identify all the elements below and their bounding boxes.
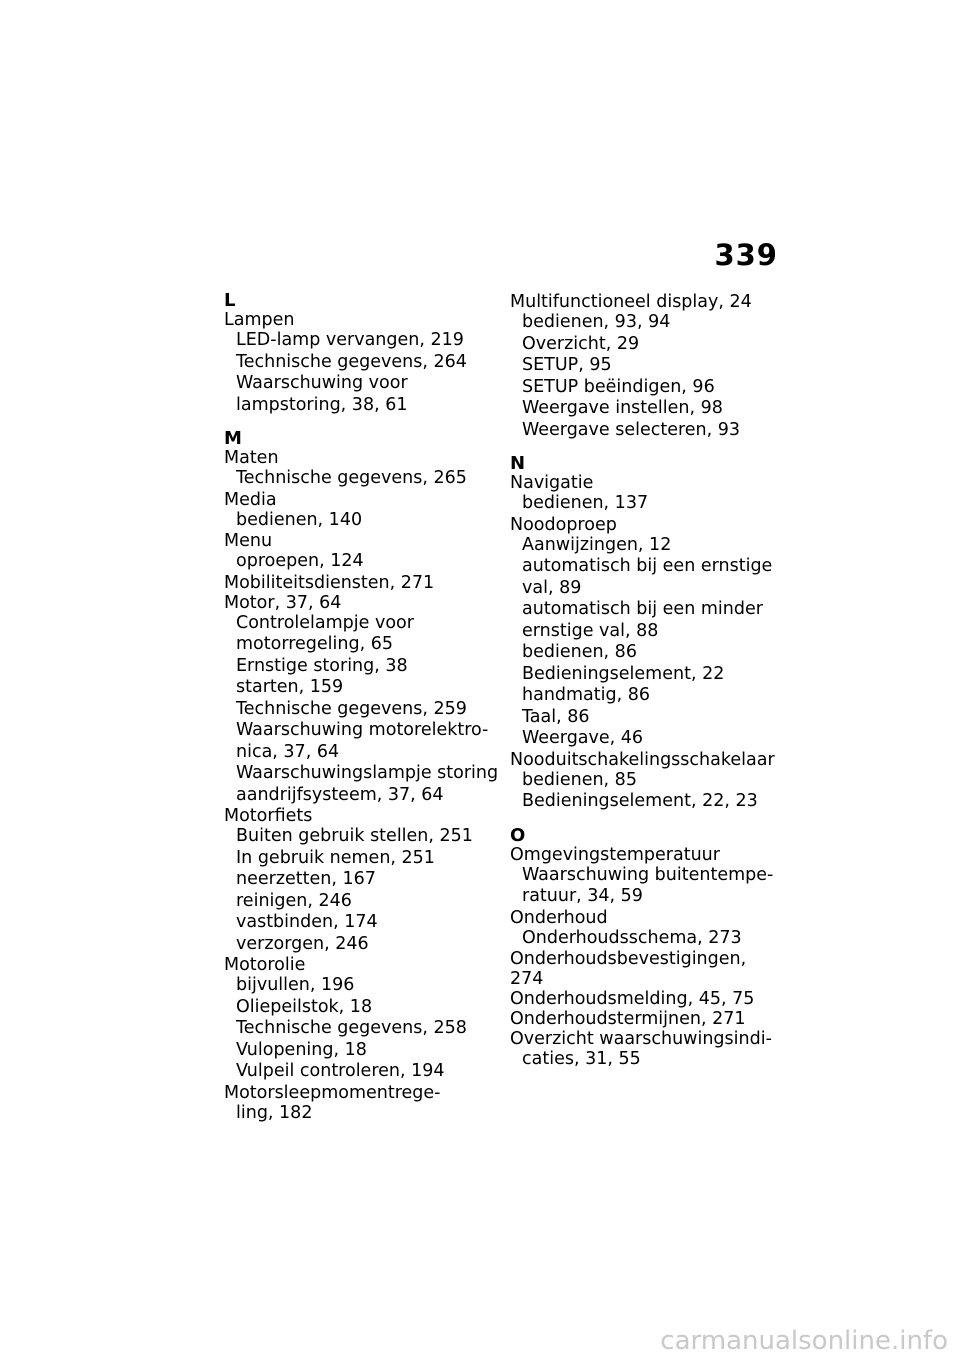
section-letter-o: O	[510, 824, 526, 846]
index-subentry-continued: lampstoring, 38, 61	[236, 394, 408, 415]
index-subentry: verzorgen, 246	[236, 933, 369, 954]
index-subentry-continued: aandrijfsysteem, 37, 64	[236, 784, 444, 805]
index-subentry: Vulopening, 18	[236, 1039, 367, 1060]
index-subentry: bedienen, 86	[522, 642, 637, 662]
index-entry-overzicht-waarschuwingsindicaties: Overzicht waarschuwingsindi-	[510, 1029, 772, 1049]
index-subentry-continued: ratuur, 34, 59	[522, 886, 643, 906]
index-subentry: Technische gegevens, 264	[236, 351, 467, 372]
index-subentry: Bedieningselement, 22	[522, 663, 725, 684]
index-entry-onderhoudstermijnen: Onderhoudstermijnen, 271	[510, 1009, 746, 1029]
index-entry-nooduitschakelingsschakelaar: Nooduitschakelingsschakelaar	[510, 749, 775, 770]
index-subentry: LED-lamp vervangen, 219	[236, 330, 464, 350]
index-subentry: Aanwijzingen, 12	[522, 534, 672, 555]
index-subentry: reinigen, 246	[236, 890, 352, 911]
index-subentry: automatisch bij een ernstige	[522, 556, 773, 576]
watermark: carmanualsonline.info	[660, 1326, 948, 1356]
index-entry-multifunctioneel-display: Multifunctioneel display, 24	[510, 292, 752, 312]
index-subentry: Waarschuwingslampje storing	[236, 763, 499, 783]
page-number: 339	[714, 238, 778, 272]
index-entry-motor: Motor, 37, 64	[224, 592, 342, 613]
index-entry-menu: Menu	[224, 531, 273, 551]
index-subentry: Waarschuwing motorelektro-	[236, 720, 489, 740]
index-subentry: vastbinden, 174	[236, 912, 378, 932]
index-subentry: Onderhoudsschema, 273	[522, 927, 742, 948]
index-subentry: Weergave, 46	[522, 728, 644, 748]
index-entry-noodoproep: Noodoproep	[510, 514, 617, 535]
index-entry-motorsleepmomentregeling: Motorsleepmomentrege-	[224, 1082, 441, 1103]
index-subentry: Controlelampje voor	[236, 612, 414, 633]
index-subentry: automatisch bij een minder	[522, 599, 763, 619]
index-entry-omgevingstemperatuur: Omgevingstemperatuur	[510, 844, 720, 865]
index-subentry: Weergave selecteren, 93	[522, 419, 741, 440]
index-subentry: In gebruik nemen, 251	[236, 847, 435, 868]
index-entry-navigatie: Navigatie	[510, 473, 594, 493]
index-entry-media: Media	[224, 489, 277, 510]
index-subentry: SETUP beëindigen, 96	[522, 376, 715, 397]
section-letter-n: N	[510, 453, 526, 474]
section-letter-m: M	[224, 428, 242, 449]
index-subentry: Technische gegevens, 259	[236, 698, 467, 719]
index-subentry: SETUP, 95	[522, 355, 612, 375]
index-subentry: starten, 159	[236, 677, 344, 697]
index-entry-maten: Maten	[224, 448, 279, 468]
index-entry-onderhoudsmelding: Onderhoudsmelding, 45, 75	[510, 989, 755, 1009]
index-subentry: neerzetten, 167	[236, 869, 376, 889]
index-subentry: Ernstige storing, 38	[236, 655, 408, 676]
index-entry-onderhoud: Onderhoud	[510, 907, 608, 928]
section-letter-l: L	[224, 290, 236, 311]
index-subentry: bedienen, 137	[522, 493, 649, 513]
index-entry-lampen: Lampen	[224, 310, 295, 330]
index-subentry: Vulpeil controleren, 194	[236, 1061, 445, 1081]
index-subentry: Technische gegevens, 258	[236, 1018, 467, 1038]
index-entry-continued: ling, 182	[236, 1102, 313, 1123]
index-subentry-continued: nica, 37, 64	[236, 741, 340, 762]
index-subentry: Waarschuwing buitentempe-	[522, 864, 774, 885]
index-subentry-continued: ernstige val, 88	[522, 620, 659, 641]
index-subentry: handmatig, 86	[522, 685, 651, 705]
index-entry-continued: caties, 31, 55	[522, 1049, 641, 1069]
index-subentry: Weergave instellen, 98	[522, 398, 723, 418]
index-entry-motorolie: Motorolie	[224, 955, 306, 975]
index-subentry: bedienen, 140	[236, 509, 363, 530]
index-subentry: bedienen, 85	[522, 769, 637, 790]
index-subentry: bijvullen, 196	[236, 975, 355, 995]
index-subentry: Technische gegevens, 265	[236, 468, 467, 488]
index-subentry: Waarschuwing voor	[236, 373, 408, 393]
index-column-right	[510, 292, 785, 1071]
index-entry-mobiliteitsdiensten: Mobiliteitsdiensten, 271	[224, 572, 435, 593]
index-subentry: Taal, 86	[522, 706, 590, 727]
index-subentry-continued: motorregeling, 65	[236, 634, 393, 654]
index-column-left	[224, 292, 499, 1124]
index-subentry: Bedieningselement, 22, 23	[522, 791, 758, 811]
index-subentry: Oliepeilstok, 18	[236, 996, 373, 1017]
index-subentry: oproepen, 124	[236, 551, 364, 571]
index-entry-onderhoudsbevestigingen: Onderhoudsbevestigingen, 274	[510, 949, 747, 989]
index-subentry-continued: val, 89	[522, 577, 582, 598]
index-subentry: Overzicht, 29	[522, 333, 640, 354]
index-entry-motorfiets: Motorfiets	[224, 806, 313, 826]
index-subentry: Buiten gebruik stellen, 251	[236, 826, 473, 846]
index-subentry: bedienen, 93, 94	[522, 312, 671, 332]
